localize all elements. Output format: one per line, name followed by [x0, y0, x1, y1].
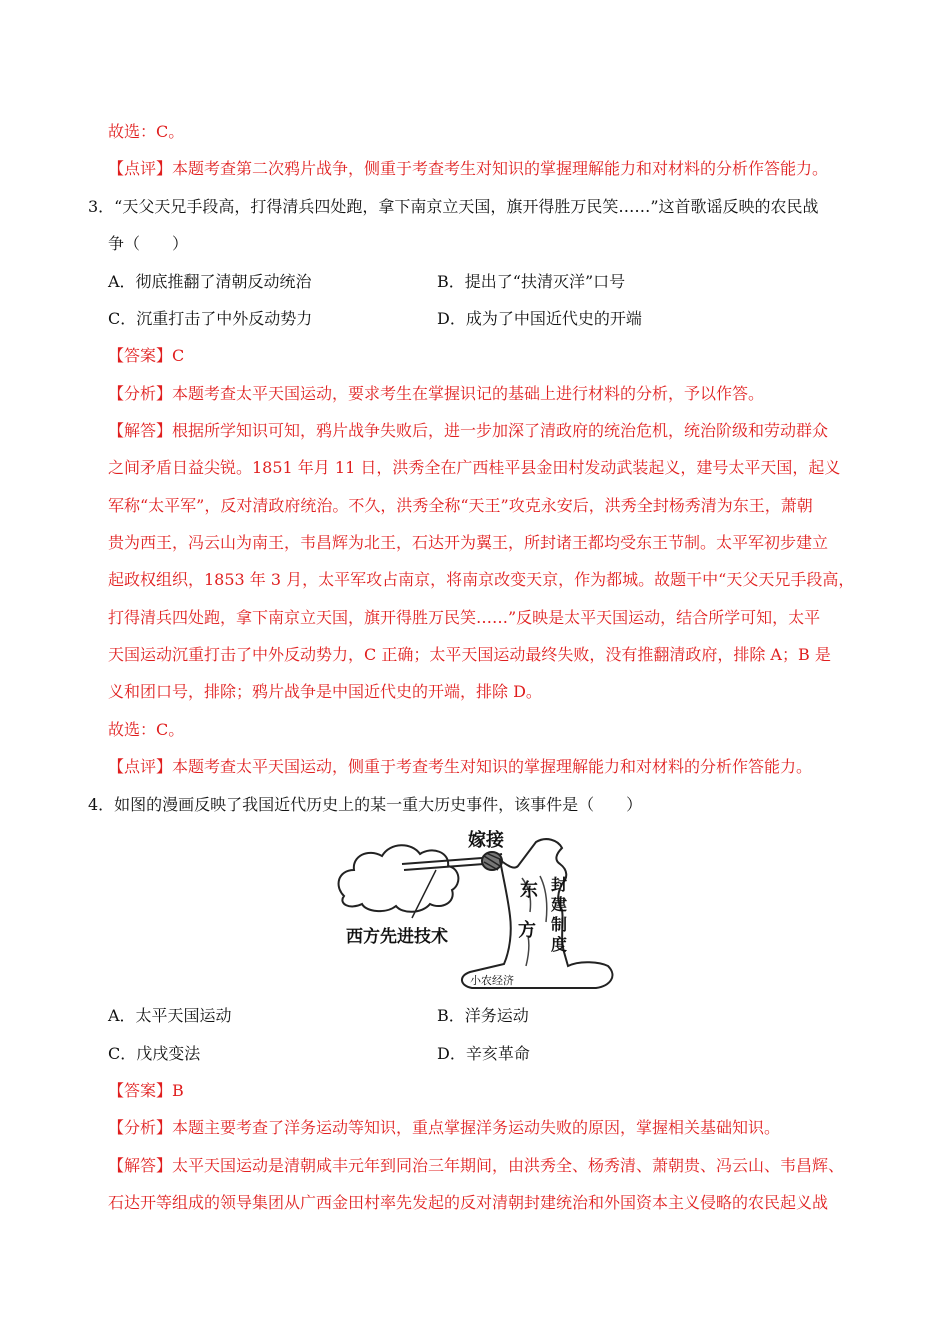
q3-solution-line: 之间矛盾日益尖锐。1851 年月 11 日，洪秀全在广西桂平县金田村发动武装起义，建号太平天国，起义: [108, 458, 841, 477]
q3-solution-line: 【解答】根据所学知识可知，鸦片战争失败后，进一步加深了清政府的统治危机，统治阶级和劳动群众: [108, 421, 829, 440]
cartoon-figure: [332, 826, 632, 992]
q3-stem-line2: 争（ ）: [108, 234, 189, 253]
feudal-label-char: 封: [551, 875, 568, 894]
q3-solution-line: 起政权组织，1853 年 3 月，太平军攻占南京，将南京改变天京，作为都城。故题干中“天父天兄手段高，: [108, 570, 855, 589]
q4-stem: 4．如图的漫画反映了我国近代历史上的某一重大历史事件，该事件是（ ）: [88, 795, 643, 814]
east-label-top: 东: [520, 880, 538, 901]
q3-answer: 【答案】C: [108, 346, 185, 365]
q3-solution-line: 天国运动沉重打击了中外反动势力，C 正确；太平天国运动最终失败，没有推翻清政府，排除 A；B 是: [108, 645, 831, 664]
q4-option-d: D．辛亥革命: [437, 1044, 530, 1063]
q3-result: 故选：C。: [108, 720, 185, 739]
q4-answer: 【答案】B: [108, 1081, 184, 1100]
cloud-shape: [339, 845, 459, 912]
q2-comment: 【点评】本题考查第二次鸦片战争，侧重于考查考生对知识的掌握理解能力和对材料的分析作答能力。: [108, 159, 829, 178]
q3-analysis: 【分析】本题考查太平天国运动，要求考生在掌握识记的基础上进行材料的分析，予以作答。: [108, 384, 765, 403]
graft-label: 嫁接: [468, 830, 504, 851]
q3-option-a: A．彻底推翻了清朝反动统治: [108, 272, 312, 291]
q3-comment: 【点评】本题考查太平天国运动，侧重于考查考生对知识的掌握理解能力和对材料的分析作答能力。: [108, 757, 813, 776]
q3-solution-line: 贵为西王，冯云山为南王，韦昌辉为北王，石达开为翼王，所封诸王都均受东王节制。太平军初步建立: [108, 533, 829, 552]
east-label-bottom: 方: [518, 920, 536, 941]
q3-stem-line1: 3．“天父天兄手段高，打得清兵四处跑，拿下南京立天国，旗开得胜万民笑……”这首歌谣反映的农民战: [88, 197, 819, 216]
q4-solution-line: 石达开等组成的领导集团从广西金田村率先发起的反对清朝封建统治和外国资本主义侵略的农民起义战: [108, 1193, 829, 1212]
feudal-label-char: 建: [551, 895, 568, 914]
q3-solution-line: 打得清兵四处跑，拿下南京立天国，旗开得胜万民笑……”反映是太平天国运动，结合所学可知，太平: [108, 608, 821, 627]
q4-option-c: C．戊戌变法: [108, 1044, 201, 1063]
q4-analysis: 【分析】本题主要考查了洋务运动等知识，重点掌握洋务运动失败的原因，掌握相关基础知识。: [108, 1118, 781, 1137]
feudal-label-char: 制: [551, 915, 568, 934]
q4-option-b: B．洋务运动: [437, 1006, 529, 1025]
q3-option-c: C．沉重打击了中外反动势力: [108, 309, 313, 328]
q3-option-b: B．提出了“扶清灭洋”口号: [437, 272, 626, 291]
q3-option-d: D．成为了中国近代史的开端: [437, 309, 642, 328]
q4-solution-line: 【解答】太平天国运动是清朝咸丰元年到同治三年期间，由洪秀全、杨秀清、萧朝贵、冯云山、韦昌辉、: [108, 1156, 845, 1175]
q3-solution-line: 军称“太平军”，反对清政府统治。不久，洪秀全称“天王”攻克永安后，洪秀全封杨秀清为东王，萧朝: [108, 496, 813, 515]
smallholder-label: 小农经济: [470, 974, 514, 987]
west-tech-label: 西方先进技术: [346, 927, 448, 947]
q4-option-a: A．太平天国运动: [108, 1006, 232, 1025]
feudal-label-char: 度: [551, 935, 568, 954]
q2-result: 故选：C。: [108, 122, 185, 141]
label-pointer: [412, 870, 436, 918]
q3-solution-line: 义和团口号，排除；鸦片战争是中国近代史的开端，排除 D。: [108, 682, 542, 701]
